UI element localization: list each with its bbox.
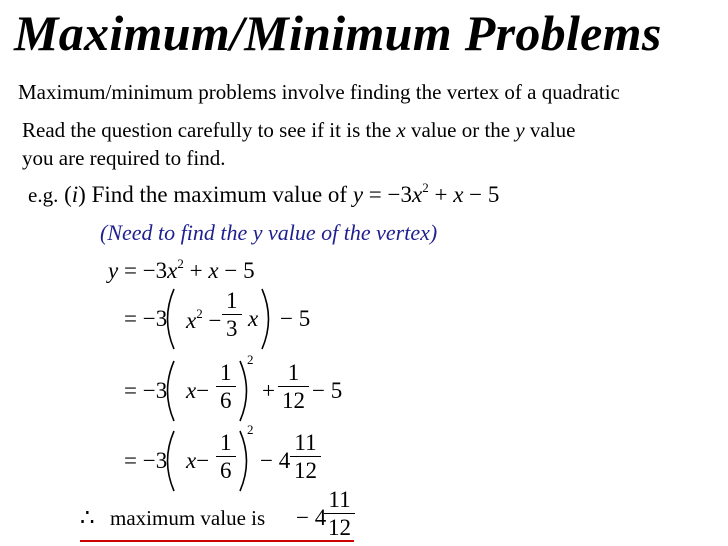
- step4-inner-a: [186, 448, 209, 474]
- example-y: y: [352, 182, 364, 207]
- instruction-line-1: [22, 118, 575, 143]
- example-label-open: (: [64, 182, 72, 207]
- instruction-x: x: [396, 118, 406, 142]
- step4-frac-bar: [216, 456, 236, 457]
- page-title: Maximum/Minimum Problems: [14, 5, 662, 61]
- step1-y: y: [108, 258, 119, 283]
- step2-frac-den: 3: [226, 316, 238, 341]
- step4-frac2-num: 11: [294, 430, 317, 455]
- instruction-text-b: value or the: [405, 118, 516, 142]
- example-question-text: Find the maximum value of: [91, 182, 348, 207]
- step4-minus: −: [196, 448, 210, 473]
- step2-fraction: [222, 289, 242, 340]
- step1-plus: +: [183, 258, 209, 283]
- step3-frac-bar: [216, 386, 236, 387]
- step4-right-paren: [236, 429, 256, 493]
- step3-right-paren: [236, 359, 256, 423]
- conclusion-frac-num: 11: [328, 487, 351, 512]
- step4-fraction: [216, 431, 236, 482]
- step2-lead: = −3: [124, 306, 168, 331]
- conclusion-text: maximum value is: [110, 506, 266, 530]
- step4-power: 2: [247, 422, 254, 437]
- example-x: x: [412, 182, 423, 207]
- step2-minus: −: [208, 308, 222, 333]
- conclusion-neg: − 4: [296, 505, 327, 530]
- conclusion-frac-den: 12: [328, 515, 351, 540]
- conclusion-therefore: ∴: [80, 505, 95, 530]
- example-label: i: [71, 182, 79, 207]
- step1-tail: − 5: [218, 258, 255, 283]
- step3-plus: +: [262, 378, 275, 403]
- step3-fraction: [216, 361, 236, 412]
- step4-frac2-den: 12: [294, 458, 317, 483]
- step4-x: x: [186, 448, 197, 473]
- instruction-y: y: [515, 118, 525, 142]
- step3-x: x: [186, 378, 197, 403]
- step3-power: 2: [247, 352, 254, 367]
- conclusion-frac-bar: [324, 513, 355, 514]
- step3-frac2-den: 12: [282, 388, 305, 413]
- step4-frac-den: 6: [220, 458, 232, 483]
- example-eq: = −3: [363, 182, 412, 207]
- step2-right-paren: [258, 287, 278, 351]
- step4-frac2-bar: [290, 456, 321, 457]
- step2-left-paren: [158, 287, 178, 351]
- step1-eq: = −3: [118, 258, 168, 283]
- step1-x2: x: [208, 258, 219, 283]
- instruction-line-2: you are required to find.: [22, 146, 226, 170]
- step3-tail: − 5: [312, 378, 343, 403]
- example-label-close: ): [78, 182, 86, 207]
- step3-left-paren: [158, 359, 178, 423]
- step3-minus: −: [196, 378, 210, 403]
- intro-text: Maximum/minimum problems involve finding the vertex of a quadratic: [18, 80, 620, 104]
- step4-fraction-2: [290, 431, 321, 482]
- hint-text: (Need to find the y value of the vertex): [100, 220, 438, 245]
- instruction-text-a: Read the question carefully to see if it is the: [22, 118, 397, 142]
- answer-underline: [80, 540, 354, 542]
- step4-neg: − 4: [260, 448, 291, 473]
- step3-inner-a: [186, 378, 209, 404]
- conclusion-fraction: [324, 488, 355, 539]
- step3-frac-num: 1: [220, 360, 232, 385]
- step-1: [108, 256, 255, 284]
- step2-inner-a: [186, 306, 221, 334]
- step4-lead: = −3: [124, 448, 168, 473]
- example-plus: +: [428, 182, 454, 207]
- step2-x: x: [186, 308, 197, 333]
- example-question: [28, 180, 499, 208]
- step2-power: 2: [196, 306, 203, 321]
- step2-frac-bar: [222, 314, 242, 315]
- step3-frac-den: 6: [220, 388, 232, 413]
- step3-lead: = −3: [124, 378, 168, 403]
- step4-left-paren: [158, 429, 178, 493]
- step2-x2: x: [248, 306, 259, 331]
- step2-frac-num: 1: [226, 288, 238, 313]
- step3-frac2-num: 1: [287, 360, 300, 385]
- step3-fraction-2: [278, 361, 309, 412]
- example-power: 2: [422, 180, 429, 195]
- instruction-text-c: value: [524, 118, 576, 142]
- step4-frac-num: 1: [220, 430, 232, 455]
- step3-frac2-bar: [278, 386, 309, 387]
- example-x2: x: [453, 182, 464, 207]
- step2-tail: − 5: [280, 306, 311, 331]
- step1-x: x: [167, 258, 178, 283]
- step1-power: 2: [177, 256, 184, 271]
- example-prefix: e.g.: [28, 183, 59, 207]
- example-tail: − 5: [463, 182, 500, 207]
